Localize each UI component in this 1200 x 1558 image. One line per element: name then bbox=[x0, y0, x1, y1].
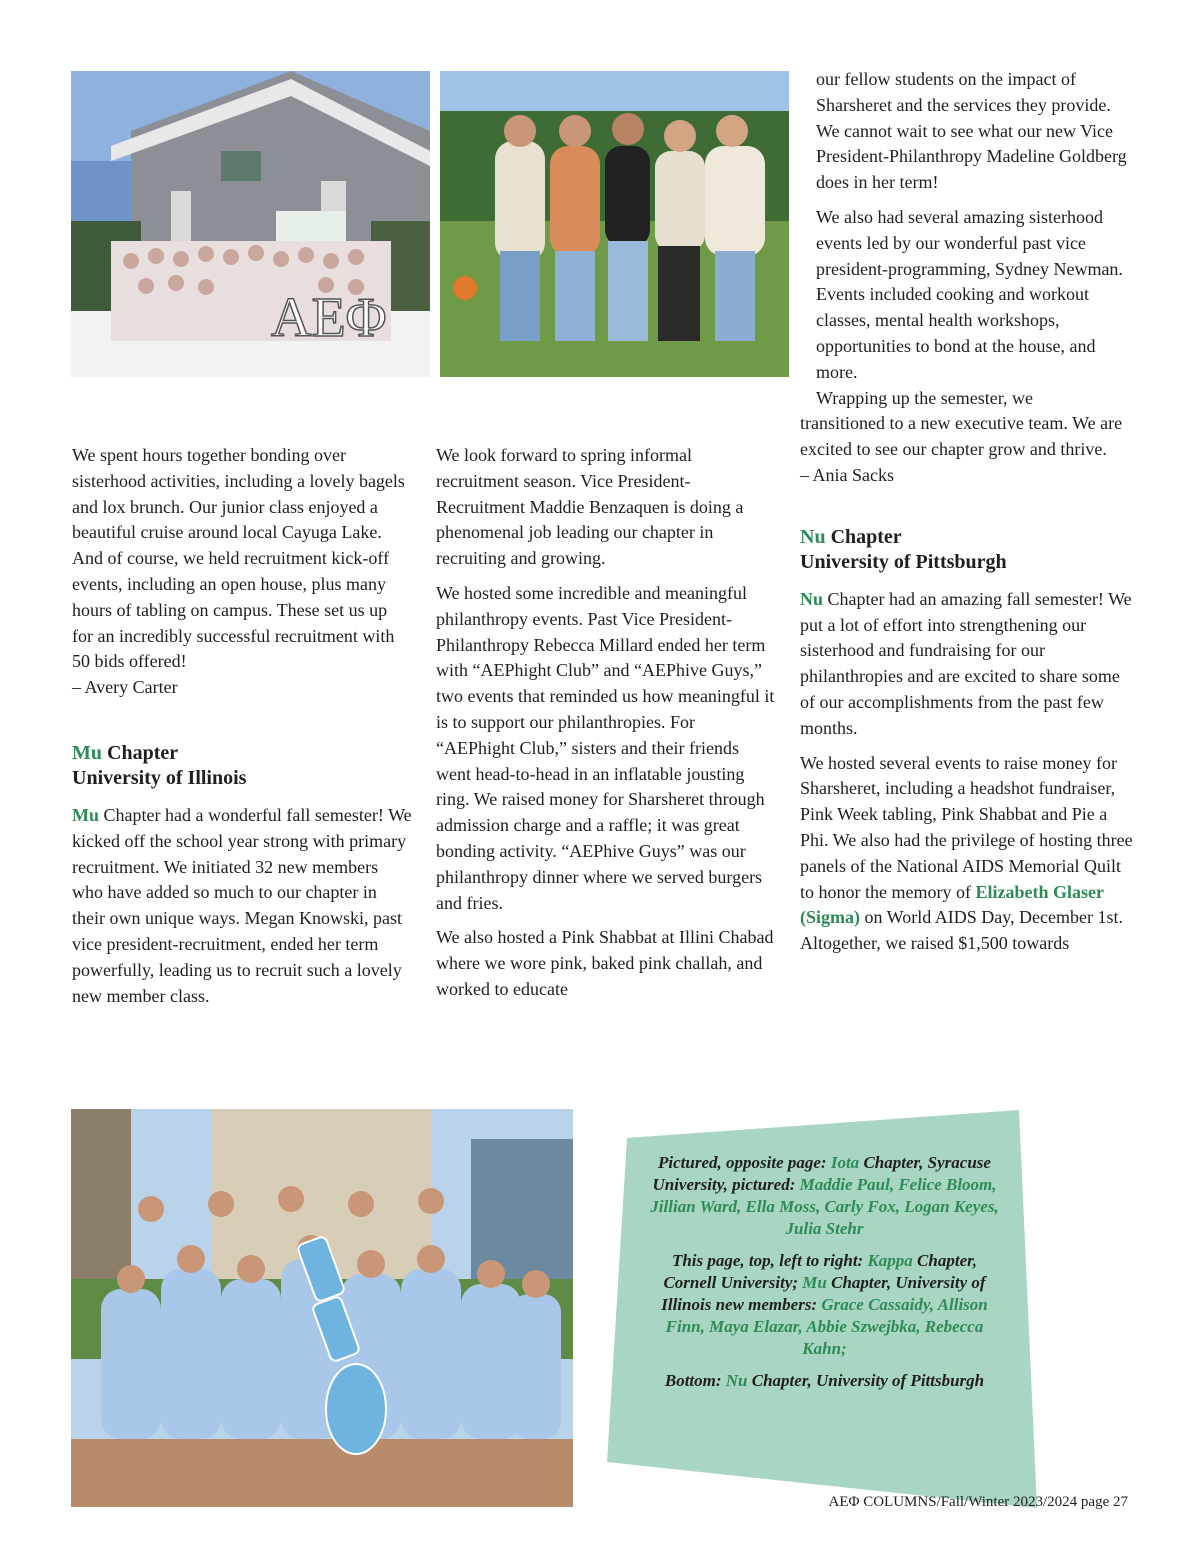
caption-text bbox=[647, 1152, 1002, 1402]
mu-philanthropy-paragraph: We hosted some incredible and meaningful philanthropy events. Past Vice President-Philanthropy Rebecca Millard ended her term with “AEPhight Club” and “AEPhive Guys,” two events that reminded us how meaningful it is to support our philanthropies. For “AEPhight Club,” sisters and their friends went head-to-head in an inflatable jousting ring. We raised money for Sharsheret through admission charge and a raffle; it was great bonding activity. “AEPhive Guys” was our philanthropy dinner where we served burgers and fries. bbox=[436, 582, 775, 913]
mu-chapter-heading bbox=[72, 741, 412, 791]
caption-member-names: Maddie Paul, Felice Bloom, Jillian Ward, Ella Moss, Carly Fox, Logan Keyes, Julia Stehr bbox=[650, 1175, 999, 1238]
caption-text-part: Pictured, opposite page: bbox=[658, 1153, 831, 1172]
caption-chapter-name: Kappa bbox=[867, 1251, 913, 1270]
nu-university: University of Pittsburgh bbox=[800, 550, 1007, 573]
honoree-name: Elizabeth Glaser (Sigma) bbox=[800, 881, 1104, 928]
column-right bbox=[800, 67, 1135, 966]
nu-fundraising-text: We hosted several events to raise money for Sharsheret, including a headshot fundraiser, Pink Week tabling, Pink Shabbat and Pie a Phi. We also had the privilege of hosting three panels of the National AIDS Memorial Quilt to honor the memory of bbox=[800, 752, 1133, 902]
nu-fundraising-paragraph bbox=[800, 751, 1135, 957]
photo-caption-box bbox=[607, 1110, 1037, 1508]
caption-this-page bbox=[647, 1250, 1002, 1360]
mu-wrapup-line: Wrapping up the semester, we bbox=[816, 387, 1033, 408]
column-left bbox=[72, 443, 412, 1018]
kappa-signature: – Avery Carter bbox=[72, 677, 178, 698]
photo-mu-chapter-new-members bbox=[440, 71, 789, 377]
nu-chapter-word: Chapter bbox=[825, 525, 902, 548]
caption-chapter-name: Iota bbox=[830, 1153, 860, 1172]
caption-text-part: Chapter, Cornell University; bbox=[663, 1251, 978, 1292]
nu-body-text: Chapter had an amazing fall semester! We put a lot of effort into strengthening our sisterhood and fundraising for our philanthropies and are excited to share some of our accomplishments from the past few months. bbox=[800, 588, 1132, 738]
photo-kappa-chapter-house bbox=[71, 71, 430, 377]
caption-text-part: Chapter, Syracuse University, pictured: bbox=[652, 1153, 991, 1194]
nu-fundraising-text-end: on World AIDS Day, December 1st. Altogether, we raised $1,500 towards bbox=[800, 907, 1124, 954]
caption-text-part: Chapter, University of Pittsburgh bbox=[747, 1371, 985, 1390]
photo-nu-chapter-group bbox=[71, 1109, 573, 1507]
mu-spring-paragraph: We look forward to spring informal recruitment season. Vice President-Recruitment Maddie Benzaquen is doing a phenomenal job leading our chapter in recruiting and growing. bbox=[436, 445, 744, 569]
nu-body-paragraph bbox=[800, 587, 1135, 742]
mu-pink-shabbat-paragraph: We also hosted a Pink Shabbat at Illini Chabad where we wore pink, baked pink challah, and worked to educate bbox=[436, 927, 774, 999]
mu-chapter-name: Mu bbox=[72, 741, 102, 764]
caption-bottom bbox=[647, 1370, 1002, 1392]
kappa-body-paragraph: We spent hours together bonding over sisterhood activities, including a lovely bagels and lox brunch. Our junior class enjoyed a beautiful cruise around local Cayuga Lake. And of course, we held recruitment kick-off events, including an open house, plus many hours of tabling on campus. These set us up for an incredibly successful recruitment with 50 bids offered! bbox=[72, 445, 405, 672]
caption-opposite-page bbox=[647, 1152, 1002, 1240]
mu-signature: – Ania Sacks bbox=[800, 464, 894, 485]
mu-body-paragraph bbox=[72, 803, 412, 1009]
mu-university: University of Illinois bbox=[72, 766, 247, 789]
caption-chapter-name: Nu bbox=[725, 1371, 748, 1390]
nu-chapter-heading bbox=[800, 525, 1135, 575]
mu-wrapup-paragraph: transitioned to a new executive team. We are excited to see our chapter grow and thrive. bbox=[800, 413, 1123, 460]
caption-member-names: Grace Cassaidy, Allison Finn, Maya Elazar, Abbie Szwejbka, Rebecca Kahn; bbox=[665, 1295, 988, 1358]
mu-sisterhood-paragraph: We also had several amazing sisterhood events led by our wonderful past vice president-programming, Sydney Newman. Events included cooking and workout classes, mental health workshops, opportunities to bond at the house, and more. bbox=[816, 206, 1123, 382]
nu-lead-name: Nu bbox=[800, 588, 824, 609]
mu-lead-name: Mu bbox=[72, 804, 99, 825]
mu-continued-paragraph: our fellow students on the impact of Sharsheret and the services they provide. We cannot wait to see what our new Vice President-Philanthropy Madeline Goldberg does in her term! bbox=[816, 69, 1127, 193]
caption-chapter-name: Mu bbox=[802, 1273, 827, 1292]
mu-body-text: Chapter had a wonderful fall semester! We kicked off the school year strong with primary recruitment. We initiated 32 new members who have added so much to our chapter in their own unique ways. Megan Knowski, past vice president-recruitment, ended her term powerfully, leading us to recruit such a lovely new member class. bbox=[72, 804, 412, 1006]
nu-chapter-name: Nu bbox=[800, 525, 826, 548]
caption-text-part: This page, top, left to right: bbox=[671, 1251, 868, 1270]
continued-text-block bbox=[800, 67, 1135, 411]
column-middle bbox=[436, 443, 778, 1012]
caption-text-part: Bottom: bbox=[664, 1371, 726, 1390]
mu-chapter-word: Chapter bbox=[102, 741, 179, 764]
aephi-letters-sign: AEΦ bbox=[271, 287, 387, 349]
page-footer: AEΦ COLUMNS/Fall/Winter 2023/2024 page 27 bbox=[828, 1494, 1128, 1510]
caption-text-part: Chapter, University of Illinois new members: bbox=[661, 1273, 986, 1314]
